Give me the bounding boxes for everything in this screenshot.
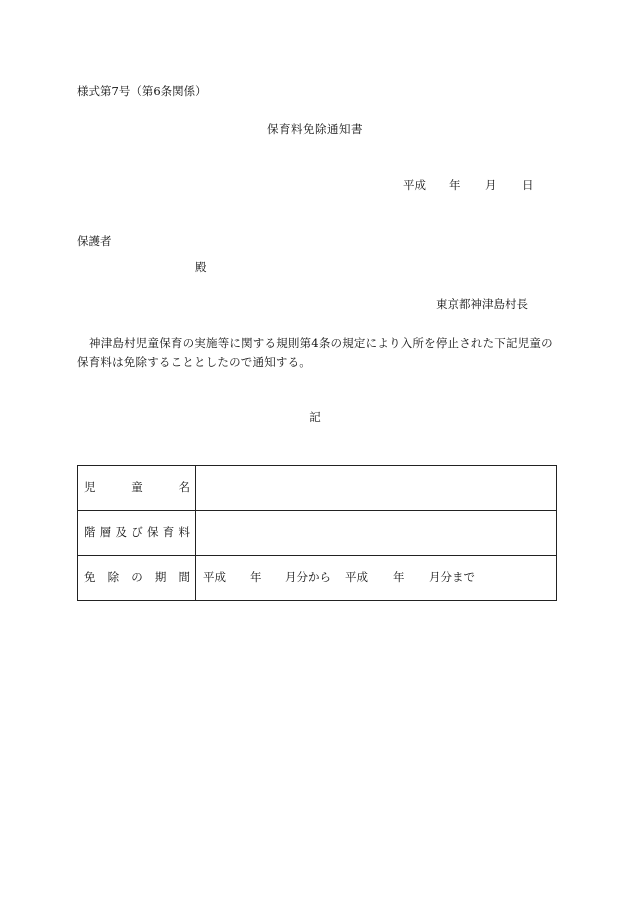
document-title: 保育料免除通知書 <box>267 122 363 136</box>
exemption-period-value <box>196 556 557 601</box>
label-char: 児 <box>84 480 96 495</box>
table-row-tier-fee <box>78 511 557 556</box>
detail-table <box>77 465 557 601</box>
period-to-year-unit: 年 <box>393 570 405 585</box>
label-char: の <box>131 570 143 585</box>
period-from-month: 月分から <box>285 570 331 585</box>
tier-fee-label <box>78 511 196 556</box>
label-char: 料 <box>178 525 190 540</box>
tier-fee-value <box>196 511 557 556</box>
notice-body-text: 神津島村児童保育の実施等に関する規則第4条の規定により入所を停止された下記児童の保育料は免除することとしたので通知する。 <box>77 336 553 369</box>
spread-label <box>84 572 190 584</box>
label-char: 階 <box>84 525 96 540</box>
exemption-period-label <box>78 556 196 601</box>
label-char: 保 <box>147 525 159 540</box>
label-char: 免 <box>84 570 96 585</box>
spread-label <box>84 482 190 494</box>
label-char: び <box>131 525 143 540</box>
label-char: 層 <box>99 525 112 540</box>
form-number: 様式第7号（第6条関係） <box>77 84 207 98</box>
child-name-value <box>196 466 557 511</box>
date-month-unit: 月 <box>485 178 497 192</box>
period-to-era: 平成 <box>345 570 368 585</box>
record-heading: 記 <box>309 410 321 424</box>
date-line <box>403 180 534 192</box>
label-char: 間 <box>178 570 190 585</box>
period-from-year-unit: 年 <box>250 570 262 585</box>
recipient-label: 保護者 <box>77 234 112 248</box>
date-era: 平成 <box>403 178 426 192</box>
label-char: 名 <box>178 480 190 495</box>
child-name-label <box>78 466 196 511</box>
issuer: 東京都神津島村長 <box>436 297 528 311</box>
label-char: 除 <box>107 570 120 585</box>
label-char: 育 <box>162 525 175 540</box>
spread-label <box>84 527 190 539</box>
table-row-child-name <box>78 466 557 511</box>
table-row-exemption-period <box>78 556 557 601</box>
label-char: 期 <box>154 570 167 585</box>
date-day-unit: 日 <box>522 178 534 192</box>
period-to-month: 月分まで <box>429 570 475 585</box>
label-char: 童 <box>131 480 143 495</box>
recipient-honorific: 殿 <box>195 260 207 274</box>
period-from-era: 平成 <box>203 570 226 585</box>
label-char: 及 <box>115 525 127 540</box>
date-year-unit: 年 <box>449 178 461 192</box>
